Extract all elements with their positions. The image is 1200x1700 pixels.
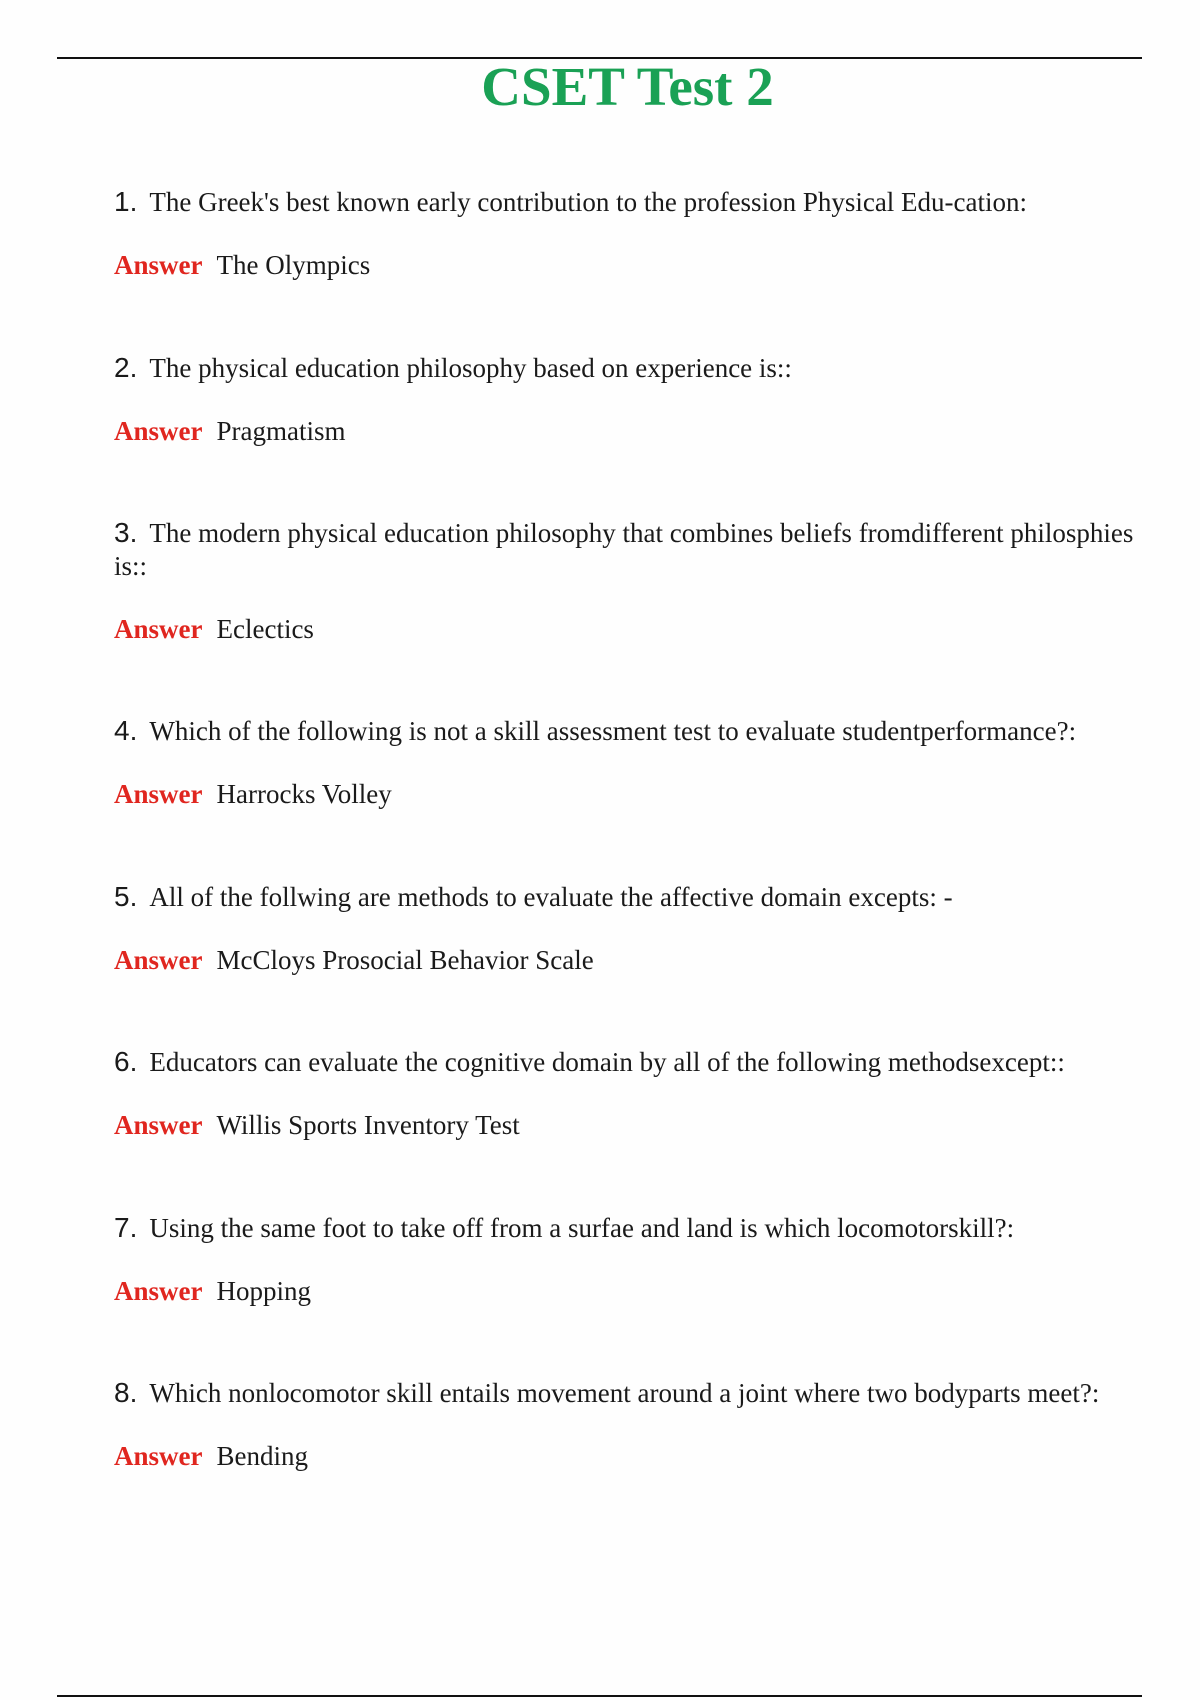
qa-item-5 (114, 880, 1144, 977)
answer (114, 1275, 1144, 1308)
question (114, 1211, 1144, 1245)
qa-item-7 (114, 1211, 1144, 1308)
answer (114, 415, 1144, 448)
page-title: CSET Test 2 (481, 56, 774, 117)
answer-text: Pragmatism (216, 416, 346, 446)
answer-label: Answer (114, 614, 203, 644)
answer (114, 1109, 1144, 1142)
answer-label: Answer (114, 1441, 203, 1471)
answer-label: Answer (114, 945, 203, 975)
question-number: 4. (114, 715, 138, 746)
question-number: 5. (114, 881, 138, 912)
answer (114, 613, 1144, 646)
question-number: 2. (114, 352, 138, 383)
answer (114, 1440, 1144, 1473)
question-text: The Greek's best known early contribution to the profession Physical Edu-cation: (149, 187, 1028, 217)
qa-item-4 (114, 714, 1144, 811)
question-text: The modern physical education philosophy that combines beliefs fromdifferent philosphies is:: (114, 518, 1134, 581)
question-text: Educators can evaluate the cognitive domain by all of the following methodsexcept:: (149, 1047, 1065, 1077)
question-text: Which of the following is not a skill assessment test to evaluate studentperformance?: (149, 716, 1077, 746)
question (114, 351, 1144, 385)
question-number: 1. (114, 186, 138, 217)
qa-item-6 (114, 1045, 1144, 1142)
qa-item-2 (114, 351, 1144, 448)
answer-text: Bending (216, 1441, 308, 1471)
answer (114, 944, 1144, 977)
question (114, 714, 1144, 748)
answer (114, 249, 1144, 282)
question-text: The physical education philosophy based on experience is:: (149, 353, 792, 383)
question-text: Using the same foot to take off from a surfae and land is which locomotorskill?: (149, 1213, 1015, 1243)
answer-text: Eclectics (216, 614, 314, 644)
qa-item-3 (114, 516, 1144, 646)
question-number: 3. (114, 517, 138, 548)
answer-text: The Olympics (216, 250, 371, 280)
answer-label: Answer (114, 250, 203, 280)
question (114, 1045, 1144, 1079)
question (114, 1376, 1144, 1410)
question-text: All of the follwing are methods to evaluate the affective domain excepts: - (149, 882, 953, 912)
question-text: Which nonlocomotor skill entails movement around a joint where two bodyparts meet?: (149, 1378, 1100, 1408)
question-number: 7. (114, 1212, 138, 1243)
answer-label: Answer (114, 1110, 203, 1140)
answer-text: Willis Sports Inventory Test (216, 1110, 520, 1140)
question-number: 8. (114, 1377, 138, 1408)
question-number: 6. (114, 1046, 138, 1077)
question (114, 516, 1144, 583)
answer-label: Answer (114, 1276, 203, 1306)
answer-label: Answer (114, 416, 203, 446)
answer-text: Harrocks Volley (216, 779, 392, 809)
question (114, 880, 1144, 914)
bottom-rule (57, 1695, 1142, 1697)
qa-item-8 (114, 1376, 1144, 1473)
answer (114, 778, 1144, 811)
qa-item-1 (114, 185, 1144, 282)
answer-text: McCloys Prosocial Behavior Scale (216, 945, 594, 975)
answer-text: Hopping (216, 1276, 311, 1306)
question (114, 185, 1144, 219)
answer-label: Answer (114, 779, 203, 809)
